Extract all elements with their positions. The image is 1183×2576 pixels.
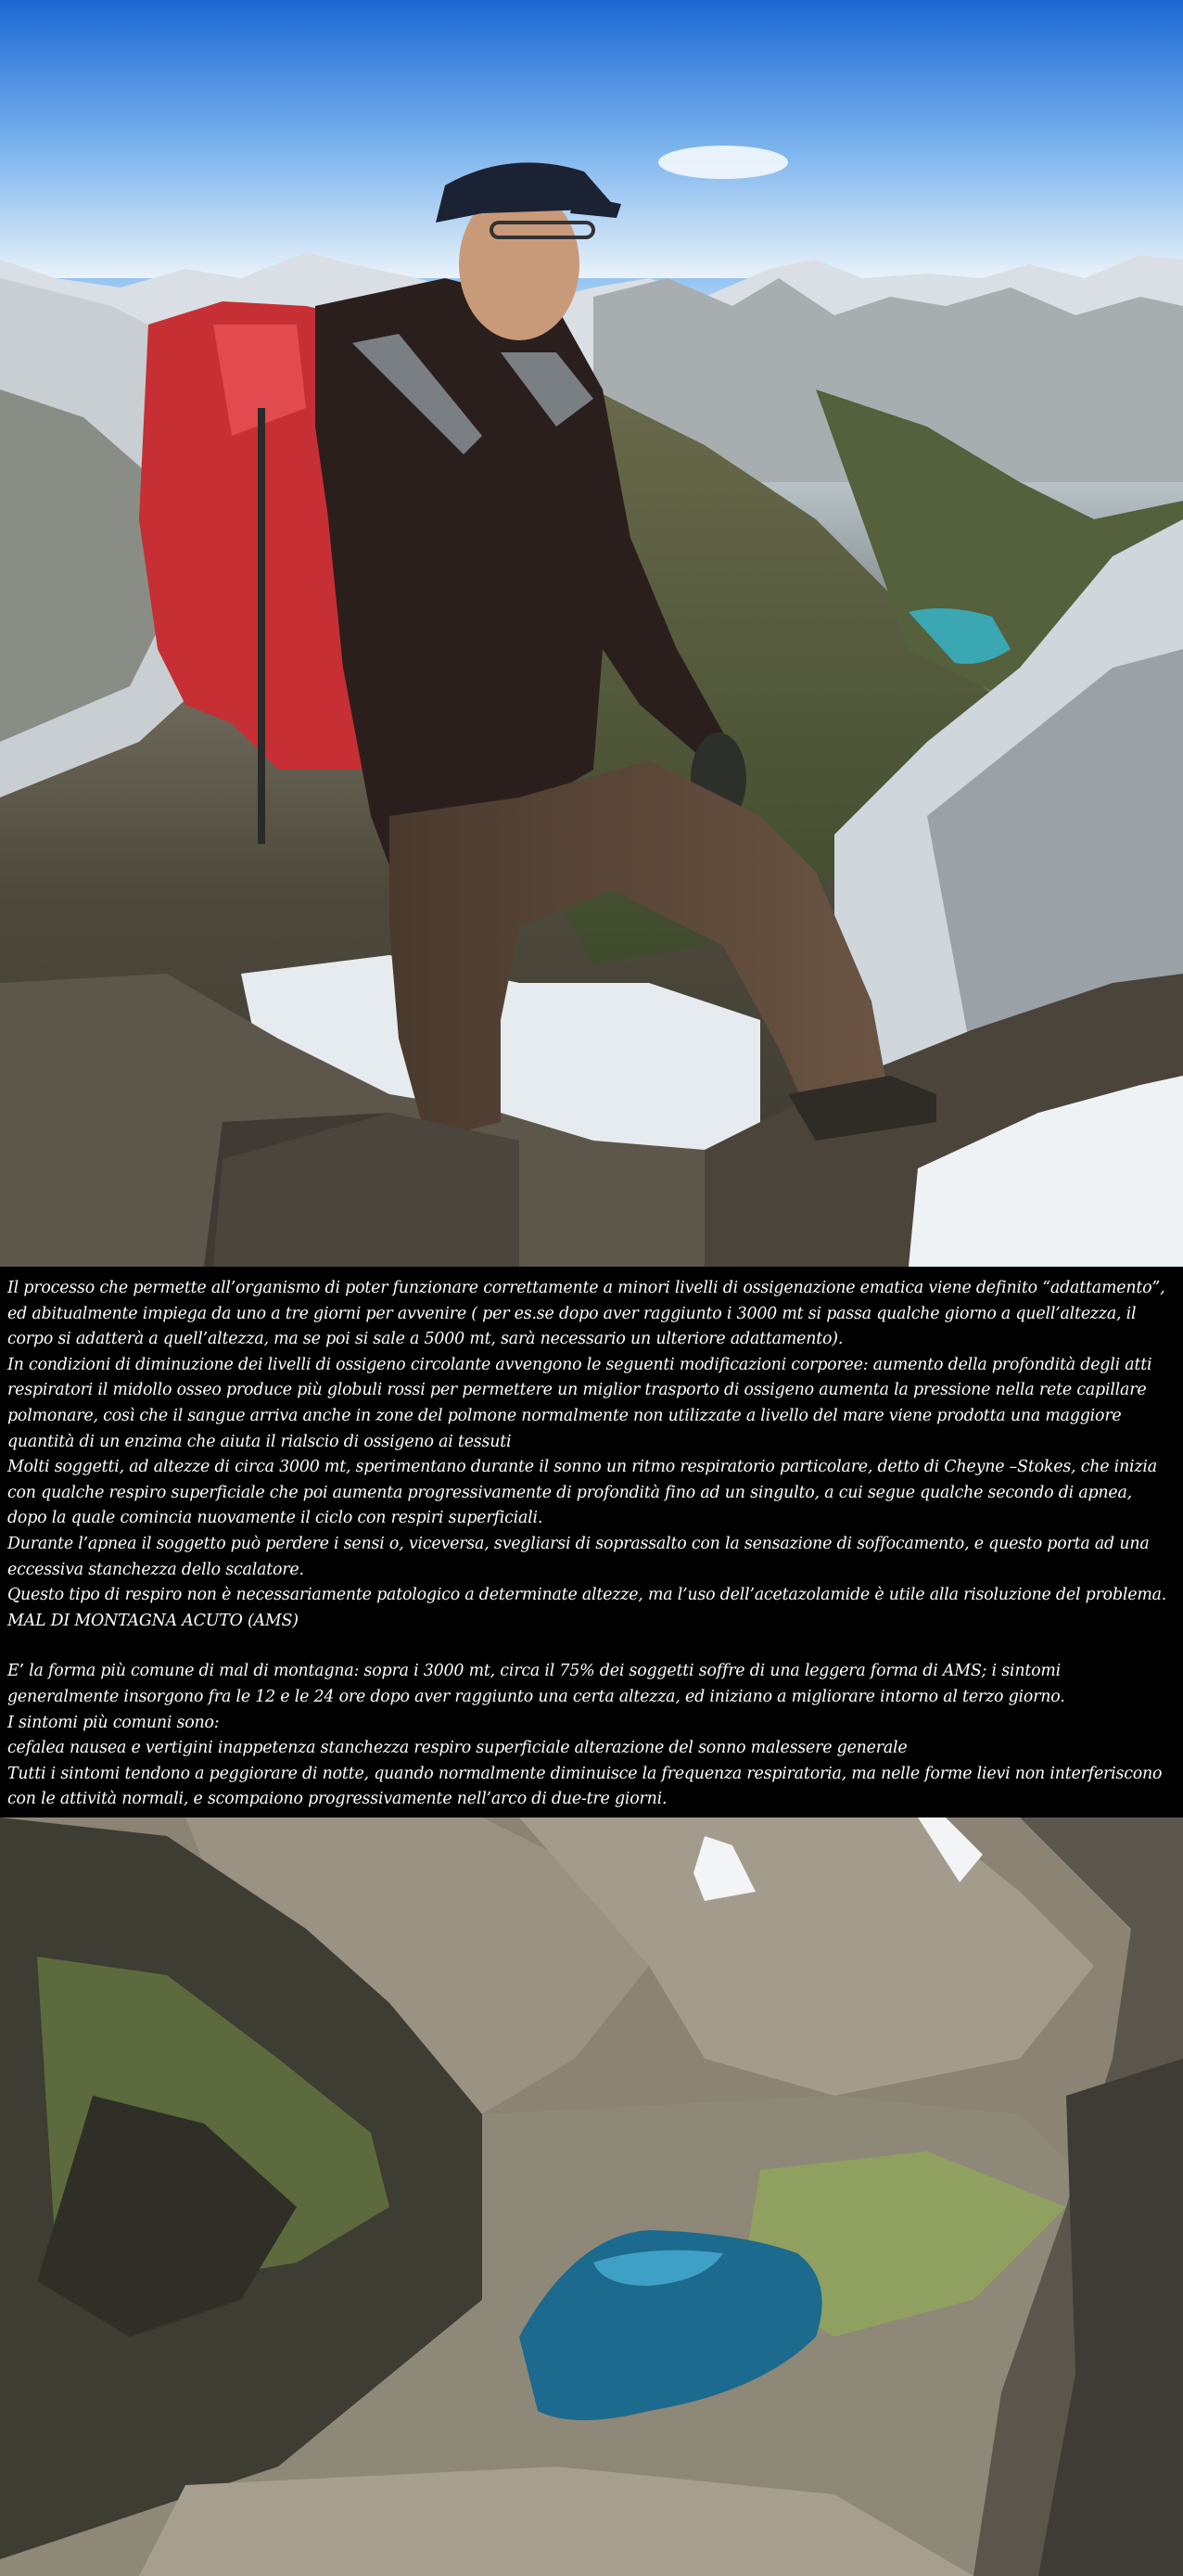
hiker-summit-illustration bbox=[0, 0, 1183, 1267]
paragraph-acetazolamide: Questo tipo di respiro non è necessariamente patologico a determinate altezze, ma l’uso dell’acetazolamide è utile alla risoluzione del problema. bbox=[7, 1586, 1167, 1605]
paragraph-apnea: Durante l’apnea il soggetto può perdere i sensi o, viceversa, svegliarsi di soprassalto con la sensazione di soffocamento, e questo porta ad una eccessiva stanchezza dello scalatore. bbox=[7, 1534, 1150, 1579]
paragraph-spacer bbox=[7, 1634, 1176, 1659]
paragraph-modificazioni: In condizioni di diminuzione dei livelli di ossigeno circolante avvengono le seguenti modificazioni corporee: aumento della profondità degli atti respiratori il midollo osseo produce più globuli rossi per permettere un miglior trasporto di ossigeno aumenta la pressione nella rete capillare polmonare, così che il sangue arriva anche in zone del polmone normalmente non utilizzate a livello del mare viene prodotta una maggiore quantità di un enzima che aiuta il rialscio di ossigeno ai tessuti bbox=[7, 1355, 1152, 1451]
paragraph-sintomi-intro: I sintomi più comuni sono: bbox=[7, 1713, 220, 1732]
alpine-lake-photo bbox=[0, 1817, 1183, 2576]
hiker-summit-photo bbox=[0, 0, 1183, 1267]
paragraph-adattamento: Il processo che permette all’organismo di poter funzionare correttamente a minori livelli di ossigenazione ematica viene definito “adattamento”, ed abitualmente impiega da uno a tre giorni per avvenire ( per es.se dopo aver raggiunto i 3000 mt si passa qualche giorno a quell’altezza, il corpo si adatterà a quell’altezza, ma se poi si sale a 5000 mt, sarà necessario un ulteriore adattamento). bbox=[7, 1279, 1165, 1349]
section-heading-ams: MAL DI MONTAGNA ACUTO (AMS) bbox=[7, 1611, 299, 1630]
paragraph-cheyne-stokes: Molti soggetti, ad altezze di circa 3000 mt, sperimentano durante il sonno un ritmo respiratorio particolare, detto di Cheyne –Stokes, che inizia con qualche respiro superficiale che poi aumenta progressivamente di profondità fino ad un singulto, a cui segue qualche secondo di apnea, dopo la quale comincia nuovamente il ciclo con respiri superficiali. bbox=[7, 1458, 1157, 1528]
paragraph-ams-description: E’ la forma più comune di mal di montagna: sopra i 3000 mt, circa il 75% dei soggetti soffre di una leggera forma di AMS; i sintomi generalmente insorgono fra le 12 e le 24 ore dopo aver raggiunto una certa altezza, ed iniziano a migliorare intorno al terzo giorno. bbox=[7, 1662, 1065, 1706]
paragraph-sintomi-list: cefalea nausea e vertigini inappetenza stanchezza respiro superficiale alterazione del sonno malessere generale bbox=[7, 1739, 908, 1758]
paragraph-sintomi-notte: Tutti i sintomi tendono a peggiorare di notte, quando normalmente diminuisce la frequenza respiratoria, ma nelle forme lievi non interferiscono con le attività normali, e scompaiono progressivamente nell’arco di due-tre giorni. bbox=[7, 1764, 1163, 1809]
alpine-lake-illustration bbox=[0, 1817, 1183, 2576]
altitude-sickness-article bbox=[0, 1267, 1183, 1817]
